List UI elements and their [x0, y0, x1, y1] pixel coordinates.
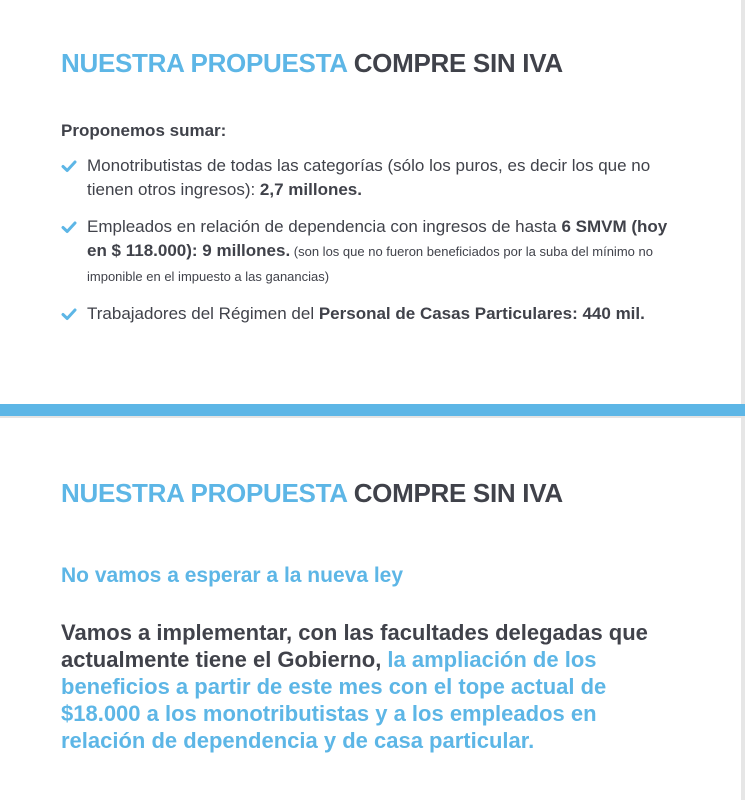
body-text [61, 619, 661, 754]
headline: No vamos a esperar a la nueva ley [61, 564, 404, 587]
check-icon [61, 306, 77, 322]
benefit-list [61, 154, 691, 339]
item-bold: 6 SMVM (hoy en $ 118.000): 9 millones. [87, 217, 668, 260]
check-icon [61, 219, 77, 235]
body-highlight: la ampliación de los beneficios a partir de este mes con el tope actual de $18.000 a los monotributistas y a los empleados en relación de dependencia y de casa particular. [61, 647, 607, 753]
item-note: (son los que no fueron beneficiados por la suba del mínimo no imponible en el impuesto a las ganancias) [87, 244, 653, 284]
item-text: Empleados en relación de dependencia con ingresos de hasta [87, 217, 562, 236]
list-item [61, 302, 691, 326]
body-dark: Vamos a implementar, con las facultades delegadas que actualmente tiene el Gobierno, [61, 620, 648, 672]
slide-2 [0, 418, 741, 800]
slide-divider [0, 404, 745, 416]
title-highlight: NUESTRA PROPUESTA [61, 48, 347, 78]
check-icon [61, 158, 77, 174]
item-text: Monotributistas de todas las categorías (sólo los puros, es decir los que no tienen otros ingresos): [87, 156, 651, 199]
slide-2-title [61, 478, 563, 509]
title-main: COMPRE SIN IVA [353, 478, 563, 508]
item-bold: Personal de Casas Particulares: 440 mil. [318, 304, 645, 323]
page-edge [741, 0, 745, 800]
slide-1-title [61, 48, 563, 79]
list-item [61, 215, 691, 289]
list-item [61, 154, 691, 202]
item-bold: 2,7 millones. [259, 180, 362, 199]
item-text: Trabajadores del Régimen del [87, 304, 319, 323]
title-main: COMPRE SIN IVA [353, 48, 563, 78]
title-highlight: NUESTRA PROPUESTA [61, 478, 347, 508]
subtitle: Proponemos sumar: [61, 121, 227, 140]
